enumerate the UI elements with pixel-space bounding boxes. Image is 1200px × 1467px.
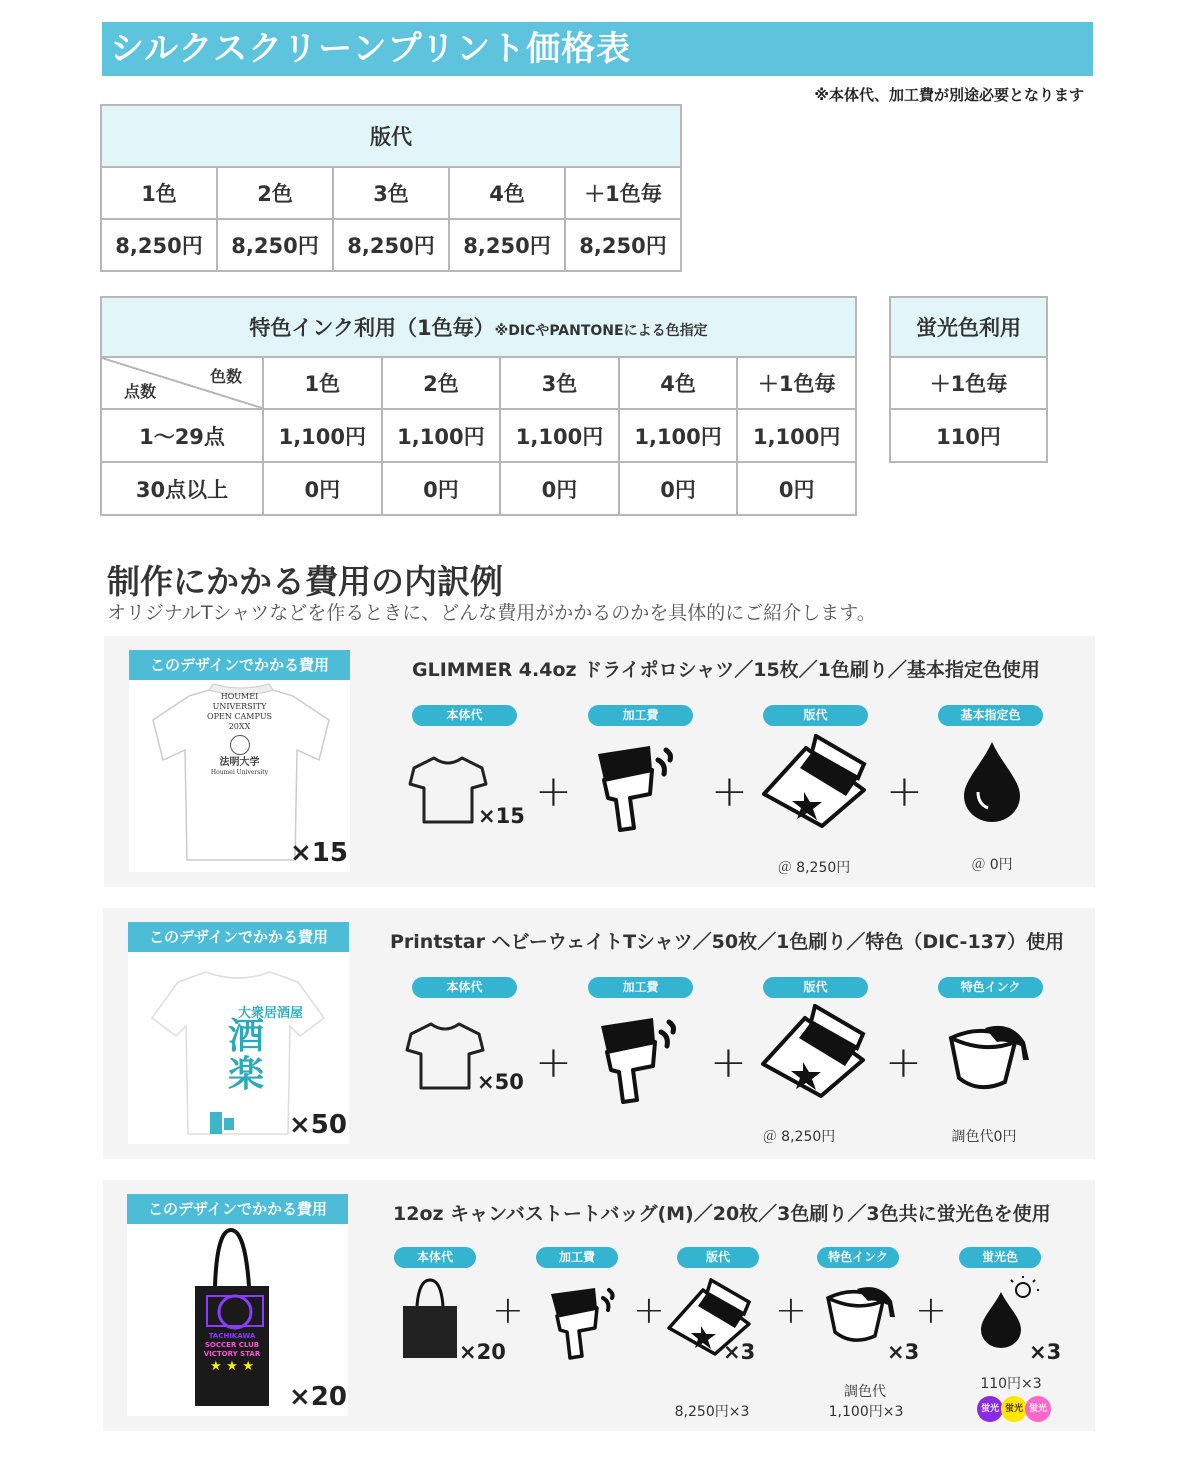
shirt-text: 20XX	[228, 722, 251, 731]
example-title: Printstar ヘビーウェイトTシャツ／50枚／1色刷り／特色（DIC-137）使用	[390, 931, 1065, 953]
special-ink-table	[100, 296, 857, 516]
pill-plate: 版代	[677, 1247, 759, 1268]
plate-col: 1色	[101, 167, 217, 219]
pill-processing: 加工費	[536, 1247, 618, 1268]
tshirt-icon	[405, 1020, 485, 1092]
shirt-text: Houmei University	[210, 769, 269, 776]
pill-processing: 加工費	[588, 705, 693, 726]
plate-col: 3色	[333, 167, 449, 219]
breakdown-title: 制作にかかる費用の内訳例	[107, 562, 503, 601]
example-label: このデザインでかかる費用	[127, 1194, 348, 1224]
bag-text: TACHIKAWA	[208, 1332, 256, 1340]
corner-cell: 色数 点数	[101, 357, 263, 409]
plus-icon: +	[775, 1288, 807, 1332]
breakdown-subtitle: オリジナルTシャツなどを作るときに、どんな費用がかかるのかを具体的にご紹介します。	[107, 602, 876, 624]
ink-caption: ＠ 0円	[971, 857, 1013, 873]
fluor-dot-purple: 蛍光	[977, 1396, 1003, 1422]
special-col: 3色	[500, 357, 619, 409]
ink-caption: 1,100円×3	[828, 1404, 904, 1420]
ink-caption: 調色代	[844, 1384, 886, 1400]
example-title: 12oz キャンバストートバッグ(M)／20枚／3色刷り／3色共に蛍光色を使用	[393, 1203, 1051, 1225]
plate-caption: ＠ 8,250円	[762, 1129, 836, 1145]
row-label: 1〜29点	[101, 409, 263, 462]
example-panel-polo	[104, 636, 1095, 887]
special-price: 1,100円	[263, 409, 382, 462]
pill-plate: 版代	[763, 977, 868, 998]
fluor-dot-pink: 蛍光	[1025, 1396, 1051, 1422]
plate-price: 8,250円	[565, 219, 681, 271]
plus-icon: +	[710, 1037, 747, 1088]
brush-icon	[545, 1282, 619, 1362]
shirt-text: 酒	[228, 1016, 265, 1057]
quantity-label: ×20	[289, 1382, 347, 1412]
fluor-col: ＋1色毎	[890, 357, 1047, 409]
fluor-header: 蛍光色利用	[890, 297, 1047, 357]
fluor-caption: 110円×3	[980, 1376, 1042, 1392]
plus-icon: +	[492, 1288, 524, 1332]
plate-col: ＋1色毎	[565, 167, 681, 219]
special-price: 0円	[619, 462, 738, 515]
plate-col: 2色	[217, 167, 333, 219]
pill-body: 本体代	[412, 705, 517, 726]
plus-icon: +	[711, 766, 748, 817]
pill-special-ink: 特色インク	[817, 1247, 899, 1268]
plus-icon: +	[886, 766, 923, 817]
page-banner: シルクスクリーンプリント価格表	[102, 22, 1093, 76]
bag-stars: ★ ★ ★	[209, 1359, 254, 1374]
plus-icon: +	[535, 1037, 572, 1088]
example-label: このデザインでかかる費用	[128, 922, 349, 952]
plate-caption: ＠ 8,250円	[777, 860, 851, 876]
screen-plate-icon	[759, 1004, 869, 1100]
shirt-text: OPEN CAMPUS	[207, 712, 272, 721]
ink-multiplier: ×3	[887, 1340, 920, 1364]
plate-col: 4色	[449, 167, 565, 219]
pill-body: 本体代	[412, 977, 517, 998]
ink-bucket-icon	[945, 1020, 1035, 1096]
tshirt-icon	[408, 754, 488, 826]
pill-special-ink: 特色インク	[938, 977, 1043, 998]
fluorescent-table	[889, 296, 1048, 463]
pill-plate: 版代	[763, 705, 868, 726]
example-label: このデザインでかかる費用	[129, 650, 350, 680]
brush-icon	[593, 1012, 679, 1108]
pill-ink: 基本指定色	[938, 705, 1043, 726]
plus-icon: +	[633, 1288, 665, 1332]
special-col: 4色	[619, 357, 738, 409]
pill-fluorescent: 蛍光色	[959, 1247, 1041, 1268]
plate-caption: 8,250円×3	[674, 1404, 750, 1420]
price-note: ※本体代、加工費が別途必要となります	[814, 86, 1084, 104]
special-header: 特色インク利用（1色毎）※DICやPANTONEによる色指定	[101, 297, 856, 357]
fluorescent-dots	[977, 1396, 1057, 1422]
example-title: GLIMMER 4.4oz ドライポロシャツ／15枚／1色刷り／基本指定色使用	[412, 659, 1040, 681]
special-col: 2色	[382, 357, 501, 409]
tote-bag-icon	[401, 1276, 459, 1362]
quantity-label: ×15	[290, 838, 348, 868]
bag-text: SOCCER CLUB	[204, 1341, 260, 1349]
ink-bucket-icon	[823, 1282, 901, 1348]
shirt-text: 大衆居酒屋	[238, 1006, 304, 1021]
fluor-dot-yellow: 蛍光	[1001, 1396, 1027, 1422]
special-col: 1色	[263, 357, 382, 409]
row-label: 30点以上	[101, 462, 263, 515]
quantity-label: ×50	[289, 1110, 347, 1140]
item-multiplier: ×20	[459, 1340, 506, 1364]
pill-processing: 加工費	[588, 977, 693, 998]
pill-body: 本体代	[394, 1247, 476, 1268]
plate-header: 版代	[101, 105, 681, 167]
plate-price: 8,250円	[217, 219, 333, 271]
plus-icon: +	[535, 766, 572, 817]
special-price: 0円	[500, 462, 619, 515]
screen-plate-icon	[760, 734, 870, 830]
brush-icon	[590, 740, 676, 836]
fluorescent-drop-icon	[979, 1276, 1039, 1348]
fluor-multiplier: ×3	[1029, 1340, 1062, 1364]
item-multiplier: ×15	[478, 804, 525, 828]
bag-text: VICTORY STAR	[203, 1350, 261, 1358]
shirt-text: HOUMEI	[220, 692, 259, 701]
plate-price: 8,250円	[101, 219, 217, 271]
shirt-text: 楽	[228, 1054, 265, 1095]
plate-price: 8,250円	[449, 219, 565, 271]
shirt-text: UNIVERSITY	[212, 702, 267, 711]
plus-icon: +	[915, 1288, 947, 1332]
special-price: 1,100円	[619, 409, 738, 462]
ink-caption: 調色代0円	[951, 1129, 1017, 1145]
crest-icon	[230, 735, 250, 755]
example-panel-tshirt	[103, 908, 1095, 1159]
plate-price: 8,250円	[333, 219, 449, 271]
plate-fee-table	[100, 104, 682, 272]
item-multiplier: ×50	[477, 1070, 524, 1094]
shirt-text: 法明大学	[219, 757, 260, 768]
special-price: 1,100円	[500, 409, 619, 462]
example-panel-tote	[103, 1180, 1095, 1431]
special-price: 1,100円	[382, 409, 501, 462]
special-price: 0円	[382, 462, 501, 515]
plate-multiplier: ×3	[723, 1340, 756, 1364]
special-price: 1,100円	[737, 409, 856, 462]
special-price: 0円	[737, 462, 856, 515]
fluor-price: 110円	[890, 409, 1047, 462]
special-price: 0円	[263, 462, 382, 515]
plus-icon: +	[885, 1037, 922, 1088]
special-col: ＋1色毎	[737, 357, 856, 409]
ink-drop-icon	[960, 740, 1024, 824]
